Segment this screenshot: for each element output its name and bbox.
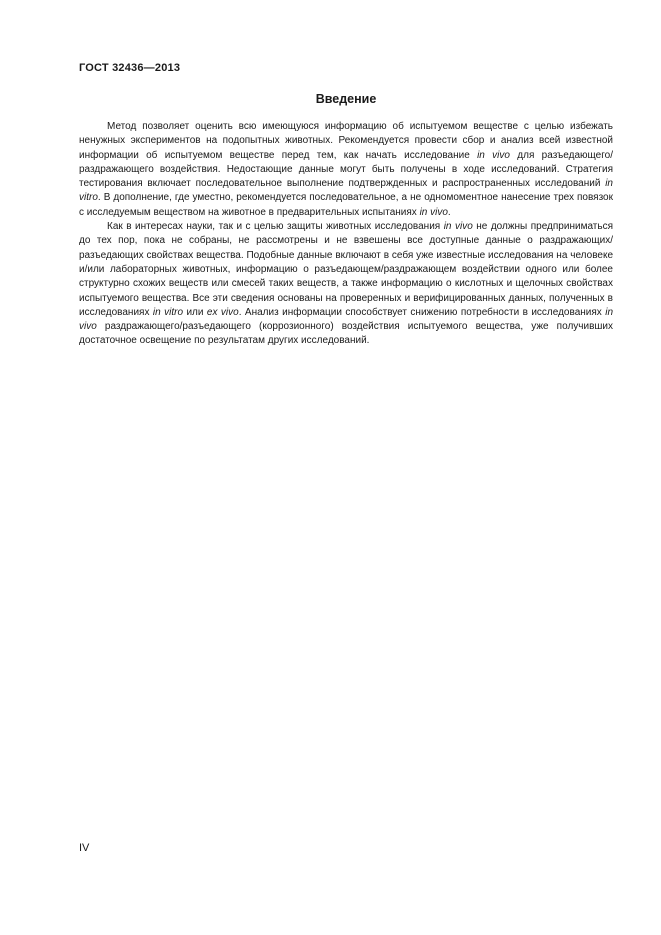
text-run: для разъедающего/раздражающего воздействия. Недостающие данные могут быть получены в ходе исследований. Стратегия тестирования включает последовательное выполнение подтвержденных и распространенных исследований [79,149,613,190]
text-run: раздражающего/разъедающего (коррозионного) воздействия испытуемого вещества, уже получивших достаточное освещение по результатам других исследований. [79,321,613,347]
paragraph-1 [79,120,613,220]
text-run: . В дополнение, где уместно, рекомендуется последовательное, а не одномоментное нанесение трех повязок с исследуемым веществом на животное в предварительных испытаниях [79,192,613,218]
text-run: . Анализ информации способствует снижению потребности в исследованиях [238,306,606,318]
italic-term: ex vivo [206,306,239,318]
body-text [79,120,613,349]
italic-term: in vitro [79,178,613,204]
section-title: Введение [315,92,377,106]
italic-term: in vivo [79,306,614,333]
italic-term: in vivo [419,206,448,218]
italic-term: in vitro [152,306,184,318]
paragraph-2 [79,220,613,349]
italic-term: in vivo [477,149,510,161]
text-run: Метод позволяет оценить всю имеющуюся информацию об испытуемом веществе с целью избежать ненужных экспериментов на подопытных животных. Рекомендуется провести сбор и анализ всей известной информации об испытуемом веществе перед тем, как начать исследование [79,121,613,161]
text-run: . [447,206,451,218]
text-run: не должны предприниматься до тех пор, пока не собраны, не рассмотрены и не взвешены все доступные данные о раздражающих/разъедающих свойствах вещества. Подобные данные включают в себя уже известные исследования на человеке и/или лабораторных животных, информацию о разъедающем/раздражающем воздействии одного или более структурно схожих веществ или смесей таких веществ, а также информацию о кислотных и щелочных свойствах испытуемого вещества. Все эти сведения основаны на проверенных и верифицированных данных, полученных в исследованиях [79,221,613,318]
text-run: или [183,306,207,318]
document-number: ГОСТ 32436—2013 [79,62,181,74]
page-number: IV [79,842,90,854]
text-run: Как в интересах науки, так и с целью защиты животных исследования [107,221,444,233]
italic-term: in vivo [443,221,473,233]
